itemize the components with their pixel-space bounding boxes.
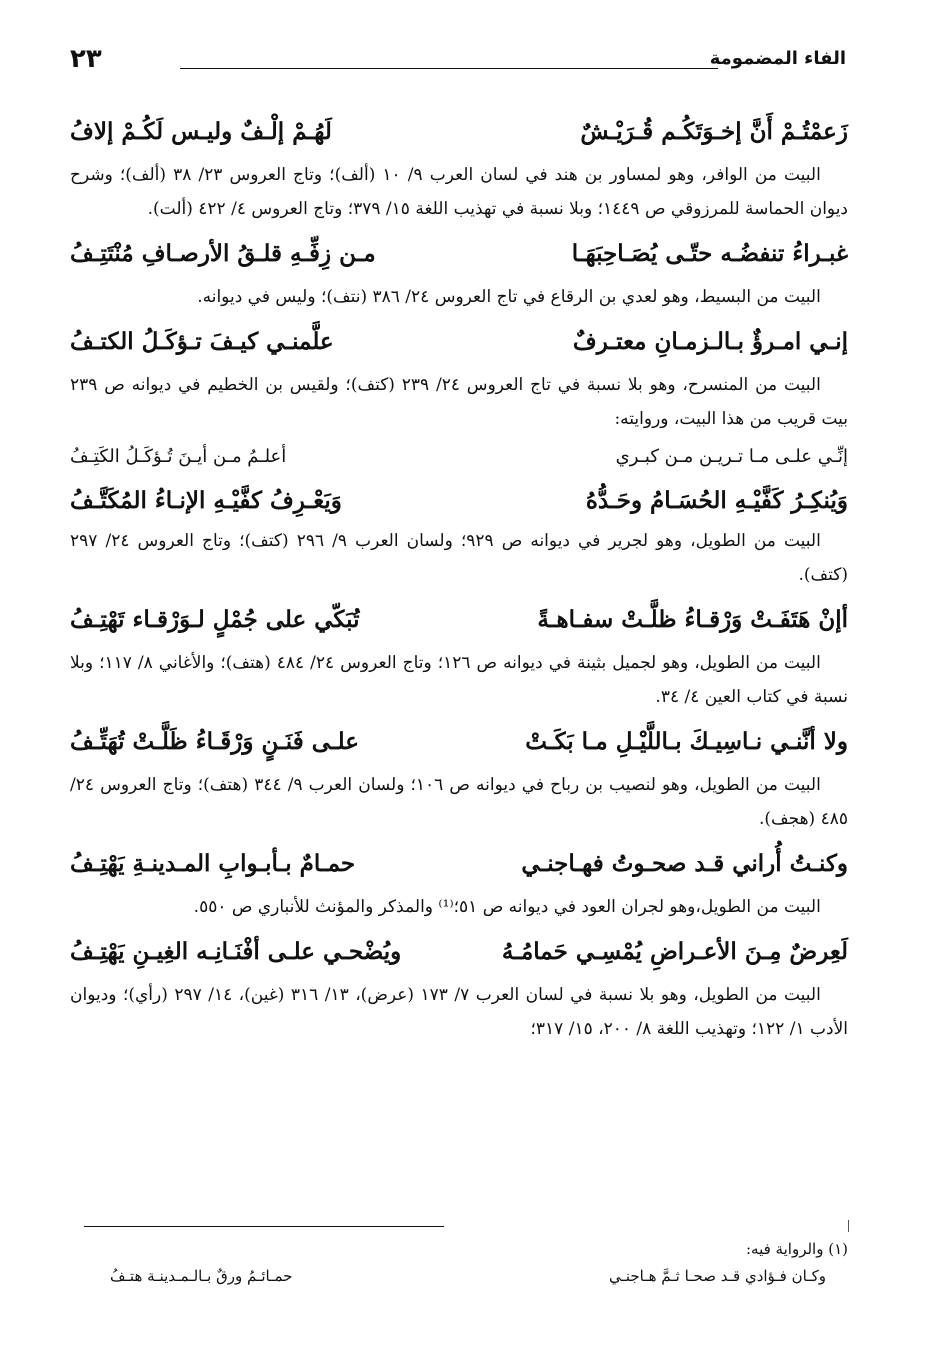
verse-line	[70, 476, 848, 524]
verse-first-hemistich: أإنْ هَتَفَـتْ وَرْقـاءُ ظلَّـتْ سفـاهـةً	[537, 605, 848, 633]
verse-first-hemistich: لَعِرضٌ مِـنَ الأعـراضِ يُمْسِـي حَمامُـهُ	[501, 937, 848, 965]
verse-first-hemistich: ولا أنَّنـي نـاسِيـكَ بـاللَّيْـلِ مـا بَكَـتْ	[525, 727, 848, 755]
footnote-intro: (١) والرواية فيه:	[746, 1240, 848, 1258]
page-number: ٢٣	[70, 44, 102, 74]
verse-note: البيت من الطويل، وهو لجميل بثينة في ديوانه ص ١٢٦؛ وتاج العروس ٢٤/ ٤٨٤ (هتف)؛ والأغاني ٨/ ١١٧؛ وبلا نسبة في كتاب العين ٤/ ٣٤.	[70, 653, 848, 707]
footnote-first-hemistich: وكـان فـؤادي قـد صحـا ثـمَّ هـاجنـي	[608, 1267, 826, 1285]
verse-second-hemistich: مـن زِفِّـهِ قلـقُ الأرصـافِ مُنْتَتِـفُ	[70, 239, 376, 267]
verse-first-hemistich: وكنـتُ أُراني قـد صحـوتُ فهـاجنـي	[521, 849, 848, 877]
header-rule	[180, 68, 718, 69]
verse-second-hemistich: لَهُـمْ إلْـفٌ وليـس لَكُـمْ إلافُ	[70, 117, 332, 145]
verse-line	[70, 226, 848, 280]
verse-line	[70, 714, 848, 768]
verse-second-hemistich: حمـامٌ بـأبـوابِ المـدينـةِ يَهْتِـفُ	[70, 849, 356, 877]
footnote-tick	[848, 1220, 851, 1232]
verse-line	[70, 592, 848, 646]
verse-note: البيت من الوافر، وهو لمساور بن هند في لسان العرب ٩/ ١٠ (ألف)؛ وتاج العروس ٢٣/ ٣٨ (ألف)؛ وشرح ديوان الحماسة للمرزوقي ص ١٤٤٩؛ وبلا نسبة في تهذيب اللغة ١٥/ ٣٧٩؛ وتاج العروس ٤/ ٤٢٢ (ألت).	[70, 165, 848, 219]
verse-first-hemistich: زَعمْتُـمْ أَنَّ إخـوَتَكُـم قُـرَيْـشٌ	[580, 117, 848, 145]
quoted-verse-line	[70, 436, 848, 476]
verse-note: البيت من الطويل،وهو لجران العود في ديوانه ص ٥١؛⁽¹⁾ والمذكر والمؤنث للأنباري ص ٥٥٠.	[193, 897, 821, 917]
footnote-verse	[100, 1262, 848, 1290]
verse-line	[70, 314, 848, 368]
verse-second-hemistich: وَيَعْـرِفُ كفَّيْـهِ الإنـاءُ المُكَتَّـفُ	[70, 486, 342, 514]
verse-second-hemistich: تُبَكّي على جُمْلٍ لـوَرْقـاء تَهْتِـفُ	[70, 605, 360, 633]
verse-line	[70, 836, 848, 890]
verse-note: البيت من الطويل، وهو بلا نسبة في لسان العرب ٧/ ١٧٣ (عرض)، ١٣/ ٣١٦ (غين)، ١٤/ ٢٩٧ (رأي)؛ وديوان الأدب ١/ ١٢٢؛ وتهذيب اللغة ٨/ ٢٠٠، ١٥/ ٣١٧؛	[70, 985, 848, 1039]
verse-second-hemistich: علـى فَنَـنٍ وَرْقَـاءُ ظَلَّـتْ تُهَتِّـفُ	[70, 727, 359, 755]
running-title: الفاء المضمومة	[709, 48, 846, 69]
footnote	[100, 1236, 848, 1290]
page-body	[70, 100, 848, 1046]
verse-first-hemistich: وَيُنكِـرُ كَفَّيْـهِ الحُسَـامُ وحَـدُّهُ	[585, 486, 848, 514]
verse-first-hemistich: إنـي امـرؤٌ بـالـزمـانِ معتـرفٌ	[572, 327, 848, 355]
verse-note: البيت من الطويل، وهو لنصيب بن رباح في ديوانه ص ١٠٦؛ ولسان العرب ٩/ ٣٤٤ (هتف)؛ وتاج العروس ٢٤/ ٤٨٥ (هجف).	[70, 775, 848, 829]
verse-line	[70, 924, 848, 978]
verse-second-hemistich: ويُضْحـي علـى أفْنَـانِـه الغِيـنِ يَهْتِـفُ	[70, 937, 402, 965]
verse-first-hemistich: إنِّـي علـى مـا تـريـن مـن كبـري	[615, 445, 848, 467]
verse-note: البيت من الطويل، وهو لجرير في ديوانه ص ٩٢٩؛ ولسان العرب ٩/ ٢٩٦ (كتف)؛ وتاج العروس ٢٤/ ٢٩٧ (كتف).	[70, 531, 848, 585]
verse-note: البيت من البسيط، وهو لعدي بن الرقاع في تاج العروس ٢٤/ ٣٨٦ (نتف)؛ وليس في ديوانه.	[197, 287, 821, 307]
verse-first-hemistich: غبـراءُ تنفضُـه حتّـى يُصَـاحِبَهَـا	[571, 239, 848, 267]
footnote-rule	[84, 1226, 444, 1227]
verse-line	[70, 104, 848, 158]
verse-second-hemistich: أعلـمُ مـن أيـنَ تُـؤكَـلُ الكَتِـفُ	[70, 445, 287, 467]
footnote-second-hemistich: حمـائـمُ ورقٌ بـالـمـدينـة هتـفُ	[110, 1267, 293, 1285]
verse-note: البيت من المنسرح، وهو بلا نسبة في تاج العروس ٢٤/ ٢٣٩ (كتف)؛ ولقيس بن الخطيم في ديوانه ص ٢٣٩ بيت قريب من هذا البيت، وروايته:	[70, 375, 848, 429]
verse-second-hemistich: علَّمنـي كيـفَ تـؤكَـلُ الكتـفُ	[70, 327, 334, 355]
page-header	[70, 44, 846, 80]
